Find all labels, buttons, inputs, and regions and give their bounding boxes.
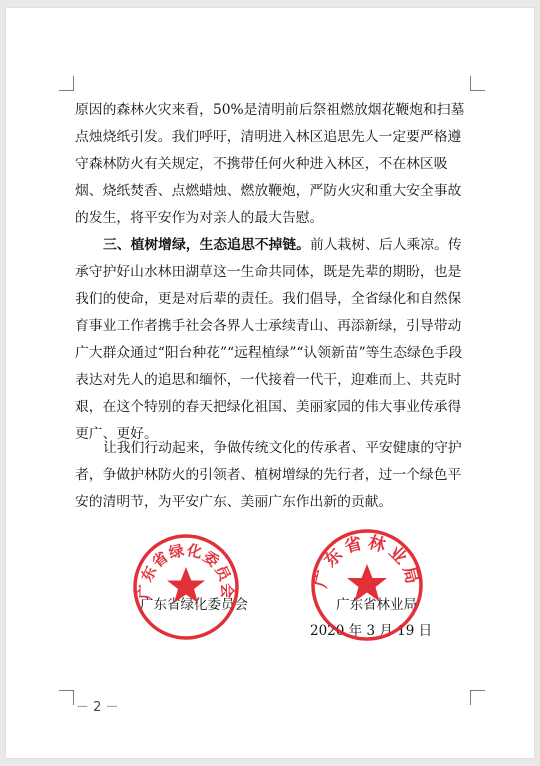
signature-date: 2020 年 3 月 19 日 [310,623,433,639]
page-number: － 2 － [76,700,119,715]
paragraph-text: 前人栽树、后人乘凉。传承守护好山水林田湖草这一生命共同体，既是先辈的期盼，也是我们的使命，更是对后辈的责任。我们倡导，全省绿化和自然保育事业工作者携手社会各界人士承续青山、再添新绿，引导带动广大群众通过“阳台种花”“远程植绿”“认领新苗”等生态绿色手段表达对先人的追思和缅怀，一代接着一代干，迎难而上、共克时艰，在这个特别的春天把绿化祖国、美丽家园的伟大事业传承得更广、更好。 [75,237,463,442]
crop-mark-bottom-right [470,690,485,705]
paragraph-text: 原因的森林火灾来看，50%是清明前后祭祖燃放烟花鞭炮和扫墓点烛烧纸引发。我们呼吁，清明进入林区追思先人一定要严格遵守森林防火有关规定，不携带任何火种进入林区，不在林区吸烟、烧纸焚香、点燃蜡烛、燃放鞭炮，严防火灾和重大安全事故的发生，将平安作为对亲人的最大告慰。 [75,102,465,226]
paragraph-call-to-action [75,435,475,516]
official-seal-forestry-bureau [309,527,425,643]
section-heading: 三、植树增绿，生态追思不掉链。 [103,237,310,253]
svg-text:广东省林业局: 广东省林业局 [311,532,423,590]
crop-mark-top-left [59,76,74,91]
crop-mark-bottom-left [59,690,74,705]
svg-text:广东省绿化委员会: 广东省绿化委员会 [135,541,237,600]
signature-forestry-bureau: 广东省林业局 [336,597,417,613]
star-icon [347,564,387,602]
star-icon [167,567,205,603]
official-seal-greening-committee [131,532,241,642]
paragraph-fire-prevention [75,97,475,232]
paragraph-text: 让我们行动起来，争做传统文化的传承者、平安健康的守护者，争做护林防火的引领者、植树增绿的先行者，过一个绿色平安的清明节，为平安广东、美丽广东作出新的贡献。 [75,440,462,510]
crop-mark-top-right [470,76,485,91]
paragraph-tree-planting [75,232,475,448]
signature-greening-committee: 广东省绿化委员会 [140,597,248,613]
